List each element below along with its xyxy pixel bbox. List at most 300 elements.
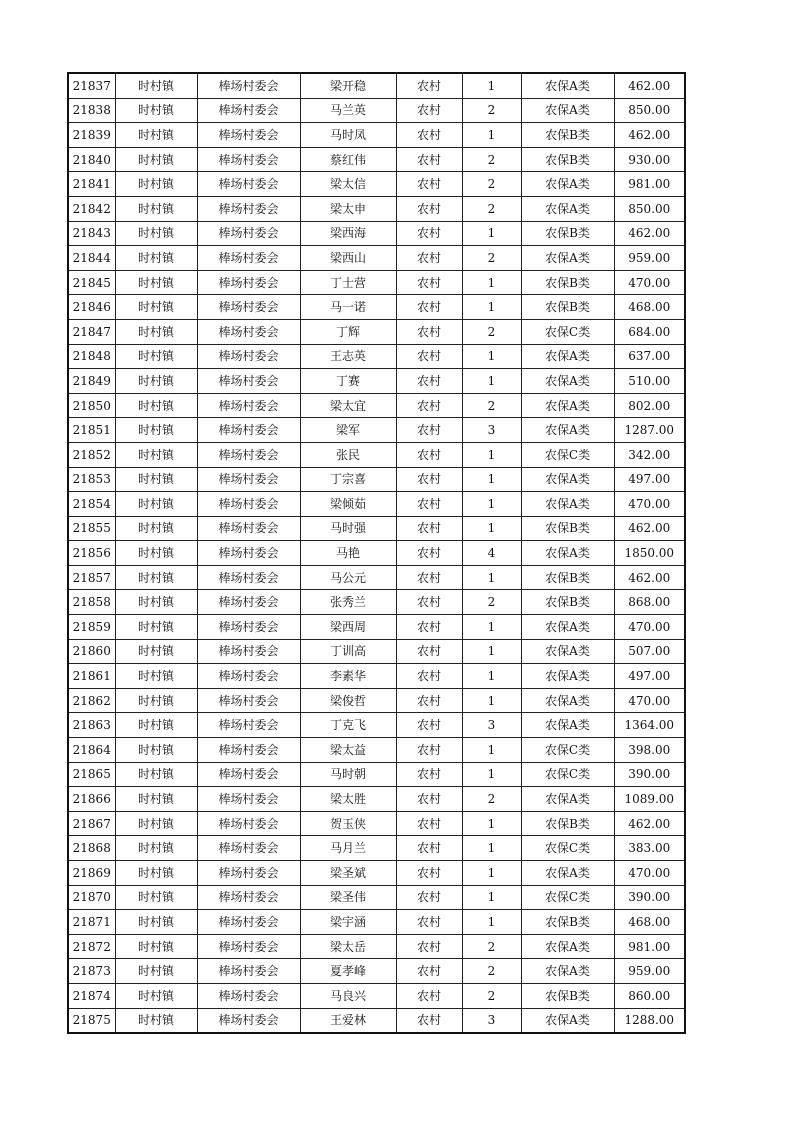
name-cell: 马兰英 (300, 98, 396, 123)
township-cell: 时村镇 (115, 590, 197, 615)
area-type-cell: 农村 (396, 492, 462, 517)
table-row (68, 467, 685, 492)
table-row (68, 172, 685, 197)
table-row (68, 1008, 685, 1033)
amount-cell: 802.00 (614, 393, 685, 418)
household-size-cell: 2 (462, 319, 521, 344)
table-row (68, 615, 685, 640)
area-type-cell: 农村 (396, 738, 462, 763)
township-cell: 时村镇 (115, 492, 197, 517)
table-row (68, 664, 685, 689)
village-committee-cell: 棒场村委会 (197, 246, 300, 271)
village-committee-cell: 棒场村委会 (197, 934, 300, 959)
household-size-cell: 1 (462, 467, 521, 492)
row-id-cell: 21851 (68, 418, 115, 443)
amount-cell: 981.00 (614, 934, 685, 959)
amount-cell: 959.00 (614, 959, 685, 984)
table-row (68, 885, 685, 910)
village-committee-cell: 棒场村委会 (197, 688, 300, 713)
table-row (68, 516, 685, 541)
insurance-category-cell: 农保C类 (521, 836, 614, 861)
household-size-cell: 2 (462, 787, 521, 812)
name-cell: 马月兰 (300, 836, 396, 861)
amount-cell: 342.00 (614, 442, 685, 467)
township-cell: 时村镇 (115, 147, 197, 172)
amount-cell: 468.00 (614, 910, 685, 935)
insurance-category-cell: 农保A类 (521, 369, 614, 394)
amount-cell: 637.00 (614, 344, 685, 369)
row-id-cell: 21837 (68, 73, 115, 98)
row-id-cell: 21859 (68, 615, 115, 640)
village-committee-cell: 棒场村委会 (197, 910, 300, 935)
township-cell: 时村镇 (115, 738, 197, 763)
township-cell: 时村镇 (115, 664, 197, 689)
table-row (68, 270, 685, 295)
township-cell: 时村镇 (115, 221, 197, 246)
table-row (68, 418, 685, 443)
household-size-cell: 3 (462, 713, 521, 738)
table-row (68, 442, 685, 467)
table-row (68, 492, 685, 517)
area-type-cell: 农村 (396, 541, 462, 566)
table-row (68, 541, 685, 566)
area-type-cell: 农村 (396, 910, 462, 935)
township-cell: 时村镇 (115, 910, 197, 935)
insurance-category-cell: 农保B类 (521, 270, 614, 295)
row-id-cell: 21875 (68, 1008, 115, 1033)
insurance-category-cell: 农保B类 (521, 516, 614, 541)
township-cell: 时村镇 (115, 934, 197, 959)
table-row (68, 196, 685, 221)
area-type-cell: 农村 (396, 295, 462, 320)
area-type-cell: 农村 (396, 836, 462, 861)
area-type-cell: 农村 (396, 983, 462, 1008)
name-cell: 梁宇涵 (300, 910, 396, 935)
amount-cell: 507.00 (614, 639, 685, 664)
area-type-cell: 农村 (396, 442, 462, 467)
row-id-cell: 21847 (68, 319, 115, 344)
village-committee-cell: 棒场村委会 (197, 196, 300, 221)
household-size-cell: 1 (462, 836, 521, 861)
table-row (68, 836, 685, 861)
area-type-cell: 农村 (396, 246, 462, 271)
amount-cell: 470.00 (614, 861, 685, 886)
table-row (68, 319, 685, 344)
village-committee-cell: 棒场村委会 (197, 713, 300, 738)
household-size-cell: 1 (462, 516, 521, 541)
area-type-cell: 农村 (396, 73, 462, 98)
insurance-category-cell: 农保C类 (521, 442, 614, 467)
village-committee-cell: 棒场村委会 (197, 369, 300, 394)
household-size-cell: 2 (462, 98, 521, 123)
table-row (68, 934, 685, 959)
household-size-cell: 2 (462, 590, 521, 615)
name-cell: 马时强 (300, 516, 396, 541)
insurance-category-cell: 农保B类 (521, 565, 614, 590)
table-row (68, 246, 685, 271)
area-type-cell: 农村 (396, 664, 462, 689)
village-committee-cell: 棒场村委会 (197, 615, 300, 640)
village-committee-cell: 棒场村委会 (197, 492, 300, 517)
row-id-cell: 21848 (68, 344, 115, 369)
insurance-category-cell: 农保B类 (521, 147, 614, 172)
area-type-cell: 农村 (396, 221, 462, 246)
village-committee-cell: 棒场村委会 (197, 590, 300, 615)
name-cell: 梁军 (300, 418, 396, 443)
township-cell: 时村镇 (115, 319, 197, 344)
table-row (68, 590, 685, 615)
row-id-cell: 21839 (68, 123, 115, 148)
name-cell: 梁太申 (300, 196, 396, 221)
insurance-category-cell: 农保B类 (521, 811, 614, 836)
row-id-cell: 21867 (68, 811, 115, 836)
area-type-cell: 农村 (396, 787, 462, 812)
name-cell: 丁士营 (300, 270, 396, 295)
row-id-cell: 21872 (68, 934, 115, 959)
township-cell: 时村镇 (115, 565, 197, 590)
area-type-cell: 农村 (396, 615, 462, 640)
amount-cell: 470.00 (614, 688, 685, 713)
row-id-cell: 21864 (68, 738, 115, 763)
insurance-category-cell: 农保A类 (521, 541, 614, 566)
amount-cell: 470.00 (614, 615, 685, 640)
name-cell: 丁宗喜 (300, 467, 396, 492)
township-cell: 时村镇 (115, 762, 197, 787)
township-cell: 时村镇 (115, 123, 197, 148)
insurance-category-cell: 农保A类 (521, 1008, 614, 1033)
row-id-cell: 21843 (68, 221, 115, 246)
row-id-cell: 21854 (68, 492, 115, 517)
row-id-cell: 21850 (68, 393, 115, 418)
township-cell: 时村镇 (115, 885, 197, 910)
township-cell: 时村镇 (115, 196, 197, 221)
table-row (68, 861, 685, 886)
household-size-cell: 1 (462, 688, 521, 713)
table-row (68, 639, 685, 664)
benefit-roster-table (67, 72, 686, 1034)
insurance-category-cell: 农保A类 (521, 615, 614, 640)
household-size-cell: 1 (462, 123, 521, 148)
area-type-cell: 农村 (396, 885, 462, 910)
area-type-cell: 农村 (396, 369, 462, 394)
township-cell: 时村镇 (115, 98, 197, 123)
row-id-cell: 21871 (68, 910, 115, 935)
area-type-cell: 农村 (396, 516, 462, 541)
insurance-category-cell: 农保A类 (521, 73, 614, 98)
village-committee-cell: 棒场村委会 (197, 147, 300, 172)
township-cell: 时村镇 (115, 344, 197, 369)
township-cell: 时村镇 (115, 393, 197, 418)
village-committee-cell: 棒场村委会 (197, 516, 300, 541)
row-id-cell: 21838 (68, 98, 115, 123)
village-committee-cell: 棒场村委会 (197, 811, 300, 836)
area-type-cell: 农村 (396, 147, 462, 172)
township-cell: 时村镇 (115, 639, 197, 664)
village-committee-cell: 棒场村委会 (197, 885, 300, 910)
table-row (68, 369, 685, 394)
row-id-cell: 21870 (68, 885, 115, 910)
name-cell: 丁赛 (300, 369, 396, 394)
township-cell: 时村镇 (115, 615, 197, 640)
insurance-category-cell: 农保B类 (521, 295, 614, 320)
row-id-cell: 21849 (68, 369, 115, 394)
row-id-cell: 21852 (68, 442, 115, 467)
household-size-cell: 1 (462, 861, 521, 886)
name-cell: 马良兴 (300, 983, 396, 1008)
village-committee-cell: 棒场村委会 (197, 442, 300, 467)
name-cell: 蔡红伟 (300, 147, 396, 172)
household-size-cell: 2 (462, 934, 521, 959)
name-cell: 梁太胜 (300, 787, 396, 812)
village-committee-cell: 棒场村委会 (197, 172, 300, 197)
name-cell: 梁太岳 (300, 934, 396, 959)
amount-cell: 462.00 (614, 221, 685, 246)
row-id-cell: 21861 (68, 664, 115, 689)
insurance-category-cell: 农保C类 (521, 762, 614, 787)
area-type-cell: 农村 (396, 172, 462, 197)
household-size-cell: 1 (462, 221, 521, 246)
village-committee-cell: 棒场村委会 (197, 319, 300, 344)
area-type-cell: 农村 (396, 639, 462, 664)
township-cell: 时村镇 (115, 983, 197, 1008)
area-type-cell: 农村 (396, 1008, 462, 1033)
insurance-category-cell: 农保C类 (521, 738, 614, 763)
amount-cell: 1364.00 (614, 713, 685, 738)
household-size-cell: 1 (462, 738, 521, 763)
area-type-cell: 农村 (396, 688, 462, 713)
amount-cell: 510.00 (614, 369, 685, 394)
household-size-cell: 1 (462, 639, 521, 664)
insurance-category-cell: 农保B类 (521, 221, 614, 246)
household-size-cell: 2 (462, 959, 521, 984)
village-committee-cell: 棒场村委会 (197, 393, 300, 418)
township-cell: 时村镇 (115, 959, 197, 984)
area-type-cell: 农村 (396, 861, 462, 886)
table-row (68, 393, 685, 418)
name-cell: 梁西周 (300, 615, 396, 640)
area-type-cell: 农村 (396, 123, 462, 148)
area-type-cell: 农村 (396, 959, 462, 984)
area-type-cell: 农村 (396, 98, 462, 123)
table-row (68, 123, 685, 148)
insurance-category-cell: 农保B类 (521, 910, 614, 935)
amount-cell: 850.00 (614, 196, 685, 221)
area-type-cell: 农村 (396, 762, 462, 787)
insurance-category-cell: 农保A类 (521, 934, 614, 959)
township-cell: 时村镇 (115, 1008, 197, 1033)
village-committee-cell: 棒场村委会 (197, 98, 300, 123)
insurance-category-cell: 农保A类 (521, 98, 614, 123)
area-type-cell: 农村 (396, 811, 462, 836)
table-row (68, 221, 685, 246)
insurance-category-cell: 农保A类 (521, 172, 614, 197)
name-cell: 梁西海 (300, 221, 396, 246)
village-committee-cell: 棒场村委会 (197, 123, 300, 148)
name-cell: 张秀兰 (300, 590, 396, 615)
township-cell: 时村镇 (115, 467, 197, 492)
name-cell: 马时凤 (300, 123, 396, 148)
name-cell: 贺玉侠 (300, 811, 396, 836)
name-cell: 夏孝峰 (300, 959, 396, 984)
area-type-cell: 农村 (396, 196, 462, 221)
name-cell: 梁圣伟 (300, 885, 396, 910)
amount-cell: 462.00 (614, 811, 685, 836)
township-cell: 时村镇 (115, 73, 197, 98)
area-type-cell: 农村 (396, 590, 462, 615)
insurance-category-cell: 农保B类 (521, 123, 614, 148)
village-committee-cell: 棒场村委会 (197, 73, 300, 98)
village-committee-cell: 棒场村委会 (197, 639, 300, 664)
area-type-cell: 农村 (396, 393, 462, 418)
amount-cell: 470.00 (614, 492, 685, 517)
township-cell: 时村镇 (115, 172, 197, 197)
amount-cell: 468.00 (614, 295, 685, 320)
name-cell: 王爱林 (300, 1008, 396, 1033)
name-cell: 丁克飞 (300, 713, 396, 738)
household-size-cell: 2 (462, 196, 521, 221)
village-committee-cell: 棒场村委会 (197, 270, 300, 295)
insurance-category-cell: 农保A类 (521, 639, 614, 664)
table-row (68, 910, 685, 935)
insurance-category-cell: 农保A类 (521, 664, 614, 689)
household-size-cell: 1 (462, 344, 521, 369)
table-row (68, 565, 685, 590)
household-size-cell: 4 (462, 541, 521, 566)
village-committee-cell: 棒场村委会 (197, 836, 300, 861)
row-id-cell: 21865 (68, 762, 115, 787)
household-size-cell: 1 (462, 73, 521, 98)
row-id-cell: 21873 (68, 959, 115, 984)
name-cell: 梁太宜 (300, 393, 396, 418)
row-id-cell: 21866 (68, 787, 115, 812)
name-cell: 李素华 (300, 664, 396, 689)
table-row (68, 73, 685, 98)
row-id-cell: 21862 (68, 688, 115, 713)
village-committee-cell: 棒场村委会 (197, 1008, 300, 1033)
amount-cell: 684.00 (614, 319, 685, 344)
insurance-category-cell: 农保A类 (521, 418, 614, 443)
household-size-cell: 3 (462, 1008, 521, 1033)
row-id-cell: 21840 (68, 147, 115, 172)
insurance-category-cell: 农保C类 (521, 885, 614, 910)
amount-cell: 497.00 (614, 467, 685, 492)
village-committee-cell: 棒场村委会 (197, 344, 300, 369)
amount-cell: 398.00 (614, 738, 685, 763)
row-id-cell: 21856 (68, 541, 115, 566)
area-type-cell: 农村 (396, 344, 462, 369)
household-size-cell: 1 (462, 615, 521, 640)
row-id-cell: 21863 (68, 713, 115, 738)
row-id-cell: 21846 (68, 295, 115, 320)
insurance-category-cell: 农保A类 (521, 196, 614, 221)
amount-cell: 390.00 (614, 885, 685, 910)
insurance-category-cell: 农保A类 (521, 959, 614, 984)
village-committee-cell: 棒场村委会 (197, 787, 300, 812)
insurance-category-cell: 农保A类 (521, 246, 614, 271)
township-cell: 时村镇 (115, 246, 197, 271)
township-cell: 时村镇 (115, 442, 197, 467)
name-cell: 梁开稳 (300, 73, 396, 98)
area-type-cell: 农村 (396, 565, 462, 590)
amount-cell: 462.00 (614, 73, 685, 98)
household-size-cell: 1 (462, 762, 521, 787)
insurance-category-cell: 农保A类 (521, 713, 614, 738)
name-cell: 马一诺 (300, 295, 396, 320)
household-size-cell: 1 (462, 664, 521, 689)
township-cell: 时村镇 (115, 295, 197, 320)
township-cell: 时村镇 (115, 713, 197, 738)
row-id-cell: 21869 (68, 861, 115, 886)
village-committee-cell: 棒场村委会 (197, 565, 300, 590)
row-id-cell: 21860 (68, 639, 115, 664)
village-committee-cell: 棒场村委会 (197, 221, 300, 246)
area-type-cell: 农村 (396, 467, 462, 492)
amount-cell: 1850.00 (614, 541, 685, 566)
village-committee-cell: 棒场村委会 (197, 418, 300, 443)
household-size-cell: 1 (462, 885, 521, 910)
insurance-category-cell: 农保A类 (521, 787, 614, 812)
insurance-category-cell: 农保B类 (521, 983, 614, 1008)
name-cell: 张民 (300, 442, 396, 467)
name-cell: 梁西山 (300, 246, 396, 271)
table-row (68, 762, 685, 787)
household-size-cell: 1 (462, 910, 521, 935)
amount-cell: 850.00 (614, 98, 685, 123)
area-type-cell: 农村 (396, 713, 462, 738)
township-cell: 时村镇 (115, 516, 197, 541)
amount-cell: 868.00 (614, 590, 685, 615)
household-size-cell: 2 (462, 147, 521, 172)
name-cell: 梁俊哲 (300, 688, 396, 713)
table-row (68, 713, 685, 738)
area-type-cell: 农村 (396, 934, 462, 959)
amount-cell: 1288.00 (614, 1008, 685, 1033)
table-row (68, 688, 685, 713)
insurance-category-cell: 农保A类 (521, 467, 614, 492)
area-type-cell: 农村 (396, 418, 462, 443)
household-size-cell: 1 (462, 270, 521, 295)
row-id-cell: 21858 (68, 590, 115, 615)
row-id-cell: 21874 (68, 983, 115, 1008)
amount-cell: 930.00 (614, 147, 685, 172)
area-type-cell: 农村 (396, 270, 462, 295)
amount-cell: 497.00 (614, 664, 685, 689)
table-row (68, 295, 685, 320)
amount-cell: 1089.00 (614, 787, 685, 812)
village-committee-cell: 棒场村委会 (197, 541, 300, 566)
table-row (68, 344, 685, 369)
township-cell: 时村镇 (115, 369, 197, 394)
village-committee-cell: 棒场村委会 (197, 762, 300, 787)
amount-cell: 462.00 (614, 123, 685, 148)
insurance-category-cell: 农保A类 (521, 688, 614, 713)
township-cell: 时村镇 (115, 270, 197, 295)
village-committee-cell: 棒场村委会 (197, 861, 300, 886)
insurance-category-cell: 农保A类 (521, 861, 614, 886)
township-cell: 时村镇 (115, 811, 197, 836)
table-row (68, 811, 685, 836)
household-size-cell: 1 (462, 565, 521, 590)
household-size-cell: 1 (462, 442, 521, 467)
village-committee-cell: 棒场村委会 (197, 983, 300, 1008)
amount-cell: 959.00 (614, 246, 685, 271)
name-cell: 马时朝 (300, 762, 396, 787)
amount-cell: 1287.00 (614, 418, 685, 443)
amount-cell: 462.00 (614, 516, 685, 541)
table-row (68, 959, 685, 984)
household-size-cell: 2 (462, 246, 521, 271)
household-size-cell: 1 (462, 369, 521, 394)
